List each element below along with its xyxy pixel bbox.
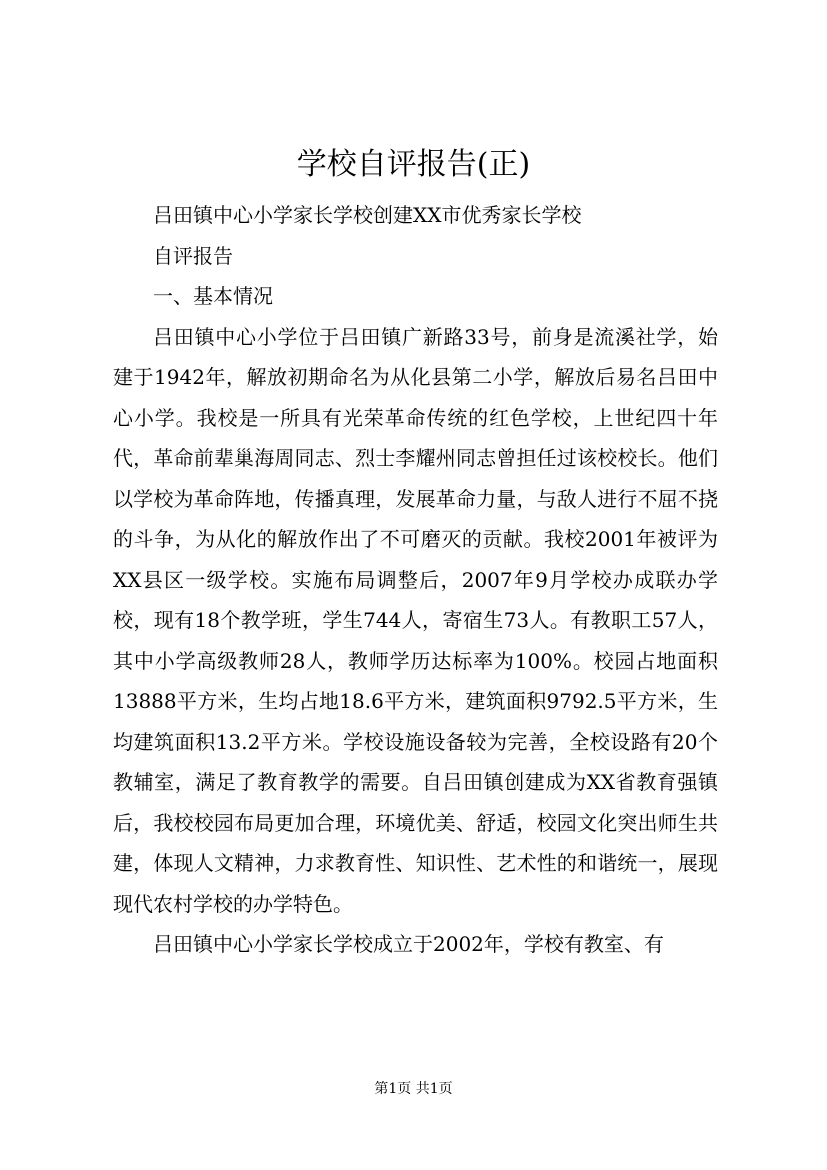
document-title: 学校自评报告(正) <box>296 147 531 182</box>
subtitle-line: 吕田镇中心小学家长学校创建XX市优秀家长学校 <box>153 203 582 227</box>
body-paragraph: 吕田镇中心小学家长学校成立于2002年，学校有教室、有 <box>153 932 664 956</box>
subtitle-line-2: 自评报告 <box>153 243 233 268</box>
body-paragraph: 吕田镇中心小学位于吕田镇广新路33号，前身是流溪社学，始建于1942年，解放初期命名为从化县第二小学，解放后易名吕田中心小学。我校是一所具有光荣革命传统的红色学校，上世纪四十年代，革命前辈巢海周同志、烈士李耀州同志曾担任过该校校长。他们以学校为革命阵地，传播真理，发展革命力量，与敌人进行不屈不挠的斗争，为从化的解放作出了不可磨灭的贡献。我校2001年被评为XX县区一级学校。实施布局调整后，2007年9月学校办成联办学校，现有18个教学班，学生744人，寄宿生73人。有教职工57人，其中小学高级教师28人，教师学历达标率为100%。校园占地面积13888平方米，生均占地18.6平方米，建筑面积9792.5平方米，生均建筑面积13.2平方米。学校设施设备较为完善，全校设路有20个教辅室，满足了教育教学的需要。自吕田镇创建成为XX省教育强镇后，我校校园布局更加合理，环境优美、舒适，校园文化突出师生共建，体现人文精神，力求教育性、知识性、艺术性的和谐统一，展现现代农村学校的办学特色。 <box>113 324 718 916</box>
document-body <box>113 195 718 965</box>
page-footer: 第1页 共1页 <box>374 1081 453 1097</box>
section-heading: 一、基本情况 <box>153 284 273 308</box>
